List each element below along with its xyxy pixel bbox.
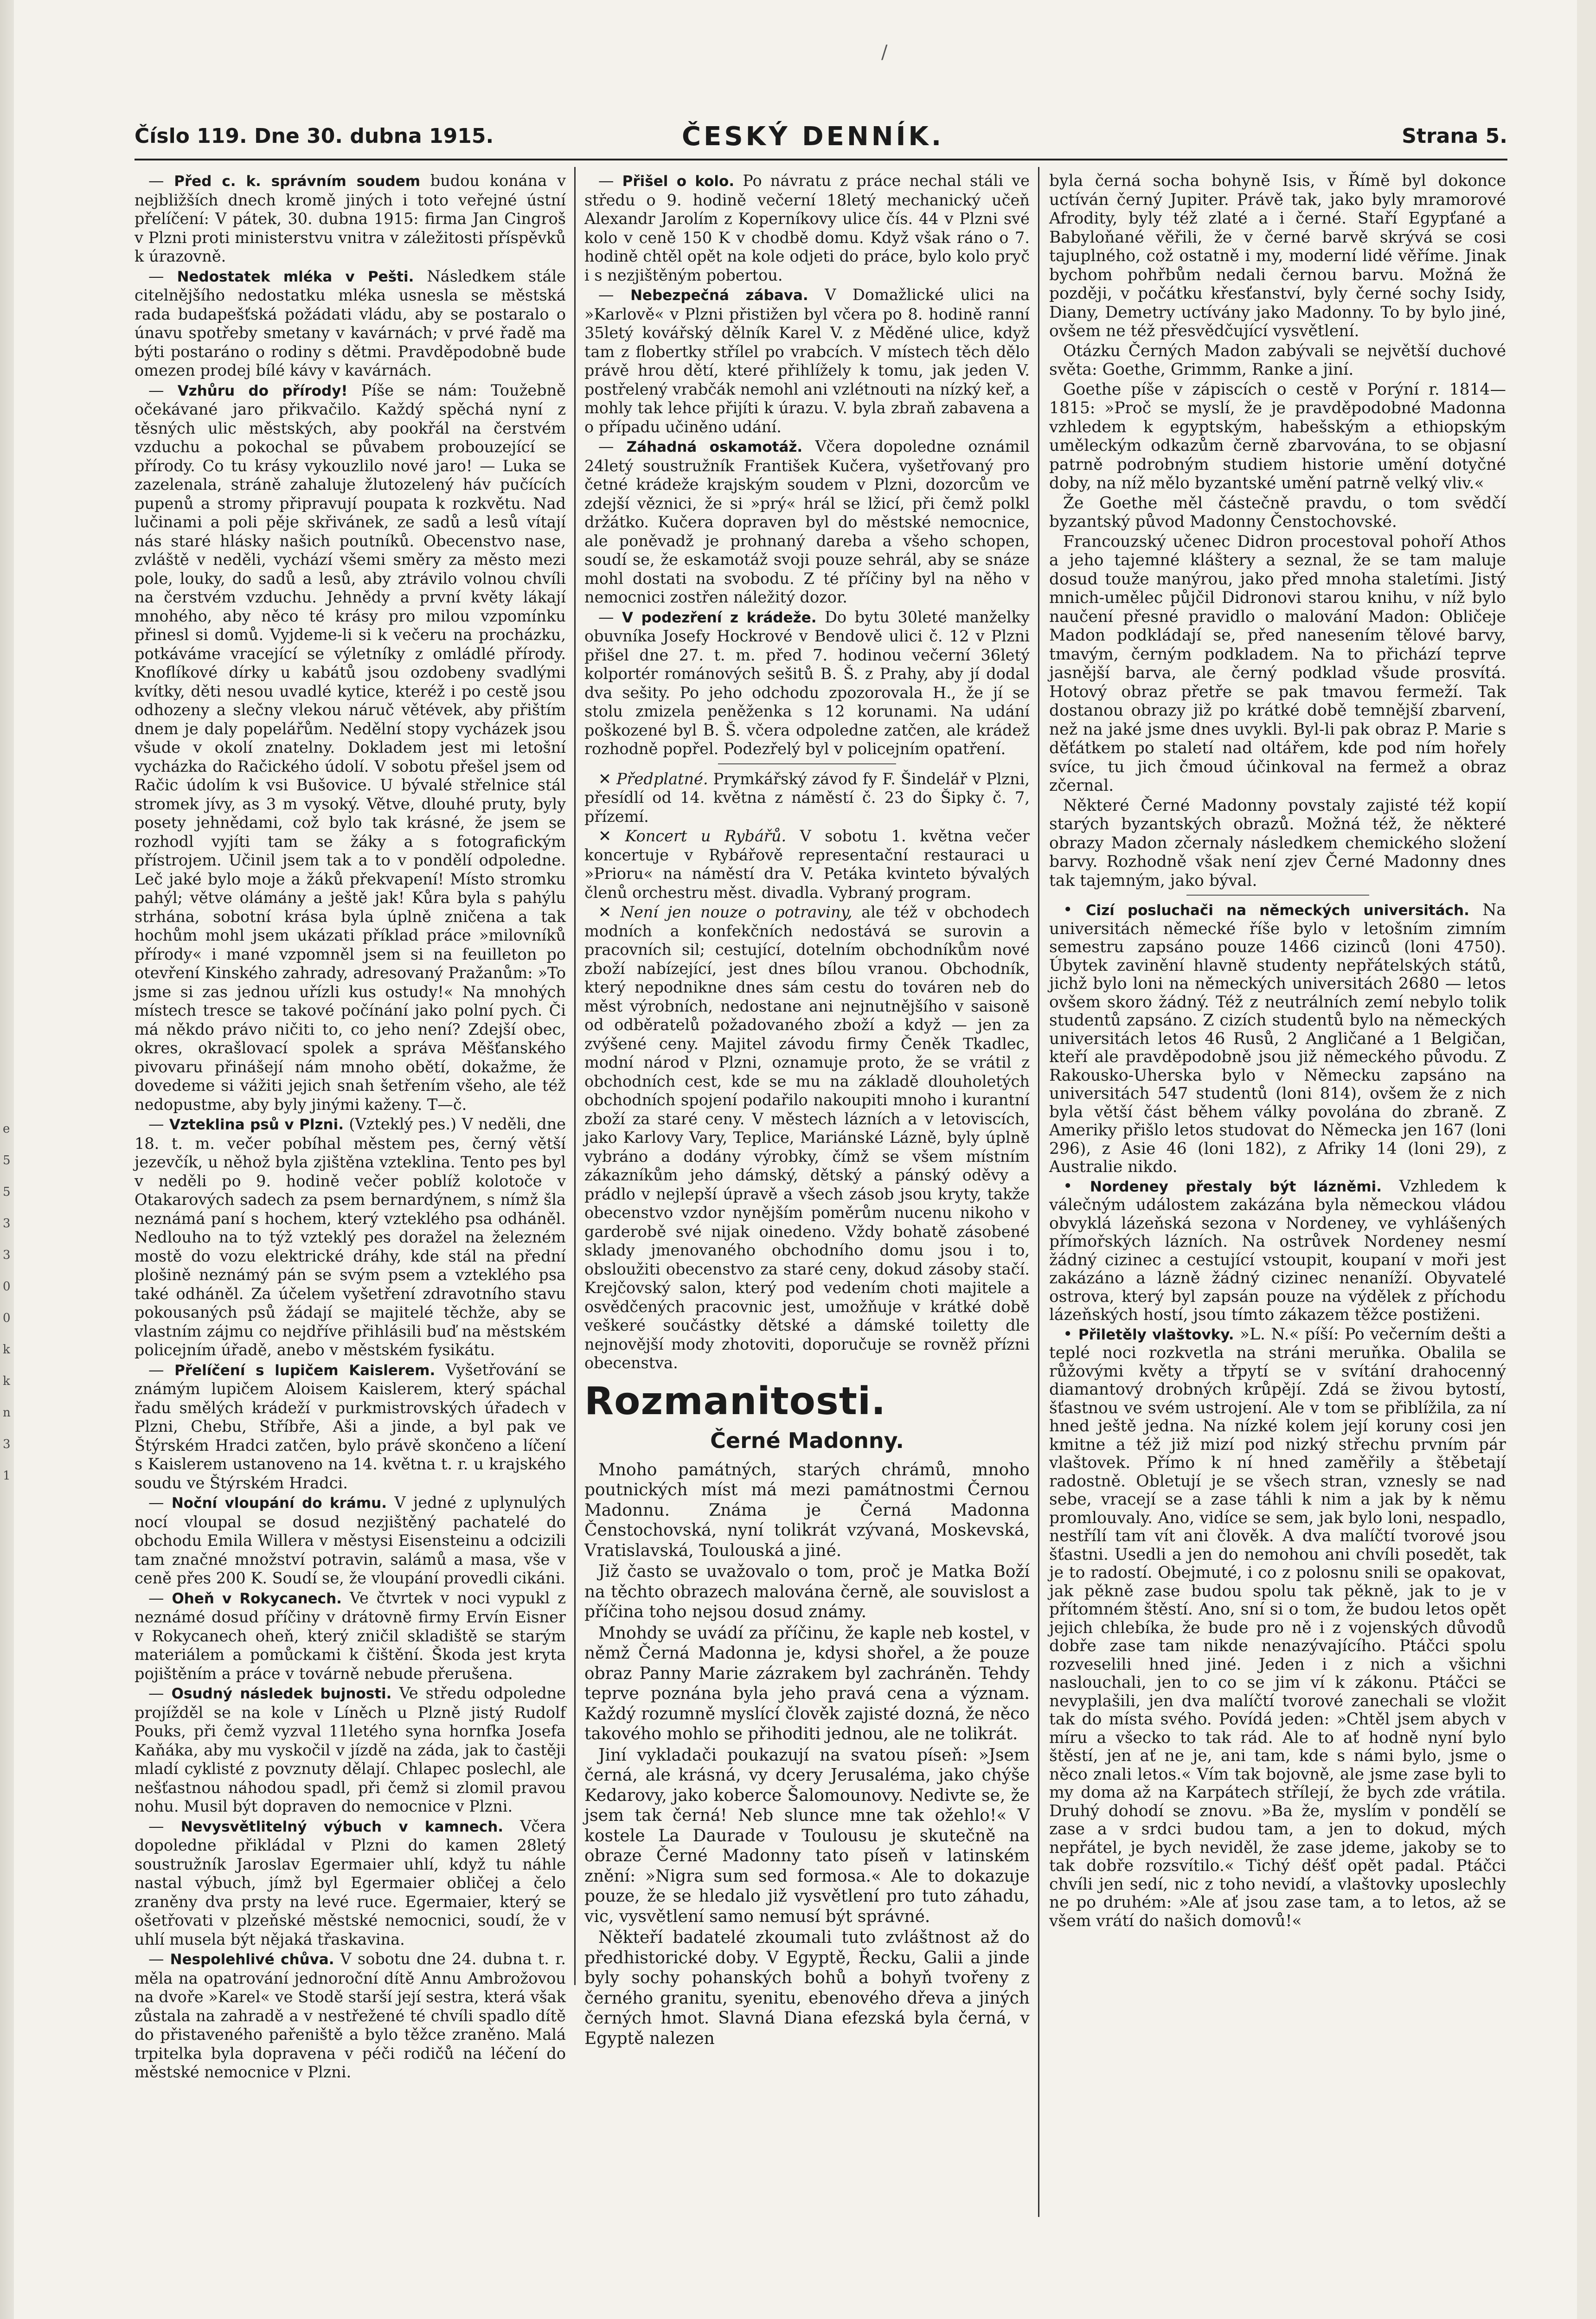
news-text: V sobotu dne 24. dubna t. r. měla na opatrování jednoroční dítě Annu Ambrožovou na dvoře »Karel« ve Stodě starší její sestra, která však zůstala na zahradě a v nestřežené té chvíli spadlo dítě do přistaveného pařeniště a bylo těžce zraněno. Malá trpitelka byla dopravena v péči rodičů na léčení do městské nemocnice v Plzni. xyxy=(135,1950,566,2081)
margin-fragment: 3 xyxy=(3,1248,11,1262)
pencil-mark: / xyxy=(881,42,888,63)
news-item: — Nespolehlivé chůva. V sobotu dne 24. dubna t. r. měla na opatrování jednoroční dítě Annu Ambrožovou na dvoře »Karel« ve Stodě starší její sestra, která však zůstala na zahradě a v nestřežené té chvíli spadlo dítě do přistaveného pařeniště a bylo těžce zraněno. Malá trpitelka byla dopravena v péči rodičů na léčení do městské nemocnice v Plzni. xyxy=(135,1950,566,2081)
news-text: »L. N.« píší: Po večerním dešti a teplé noci rozkvetla na stráni meruňka. Obalila se růžovými květy a třpytí se v svítání drahocenný diamantový drobných krůpějí. Zdá se živou bytostí, šťastnou ve svém ustrojení. Ale v tom se přiblížila, za ní hned ještě jedna. Na nízké kolem její koruny cosi jen kmitne a též již mizí pod nizký střechu prvním pár vlaštovek. Přímo k ní hned zaměřily a štěbetají radostně. Obletují je se všech stran, vznesly se nad sebe, vracejí se a zase táhli k nim a jak by k němu promlouvaly. Ano, vidíce se sem, jak bylo loni, nespadlo, nestřílí tam vít ani člověk. A dva malíčtí tvorové jsou šťastni. Usedli a jen do nemohou ani chvíli posedět, tak je to radostí. Obejmuté, i co z polosnu snili se opakovat, jak pěkně zase budou spolu tak pěkně, jak to je v přítomném štěstí. Ano, sní si o tom, že budou letos opět jejich chlebíka, že bude pro ně i z vojenských důvodů dobře zase tam nikde nenazývajícího. Ptáčci spolu rozveselili hned jiné. Jeden i z nich a všichni naslouchali, jen to co se jim ví k zákonu. Ptáčci se nevyplašili, jen dva malíčtí tvorové zanechali se vložit tak do místa svého. Povídá jeden: »Chtěl jsem abych v míru a všecko to tak rád. Ale to ať hodně nyní bylo štěstí, jen ať ne je, ani tam, kde s námi bylo, jsme o něco znali letos.« Vím tak bojovně, ale jsme zase byli to my doma až na Karpátech střílejí, že bych zde vrátila. Druhý dohodí se znovu. »Ba že, myslím v pondělí se zase a v srdci budou tam, a jen to dokud, mých nepřátel, je bych neviděl, že zase jdeme, jakoby se to tak dobře rozsvítilo.« Tichý déšť opět padal. Ptáčci chvíli jen sedí, nic z toho nevidí, a vlaštovky uposlechly ne po druhém: »Ale ať jsou zase tam, a to letos, až se všem vrátí do našich domovů!« xyxy=(1049,1325,1506,1930)
news-headline: Nevysvětlitelný výbuch v kamnech. xyxy=(180,1818,504,1835)
news-headline: Nordeney přestaly být lázněmi. xyxy=(1090,1178,1382,1195)
article-paragraph: Otázku Černých Madon zabývali se největší duchové světa: Goethe, Grimmm, Ranke a jiní. xyxy=(1049,341,1506,379)
news-item: — V podezření z krádeže. Do bytu 30leté manželky obuvníka Josefy Hockrové v Bendově ulici č. 12 v Plzni přišel dne 27. t. m. před 7. hodinou večerní 36letý kolportér románových sešitů B. Š. z Prahy, aby jí dodal dva sešity. Po jeho odchodu zpozorovala H., že jí se stolu zmizela peněženka s 12 korunami. Na udání poškozené byl B. Š. včera odpoledne zatčen, ale krádež rozhodně popřel. Podezřelý byl v policejním opatření. xyxy=(584,608,1030,758)
margin-fragment: 5 xyxy=(3,1185,11,1199)
margin-fragment: 0 xyxy=(3,1311,11,1325)
notice-headline: Koncert u Rybářů. xyxy=(625,827,787,845)
news-headline: Noční vloupání do krámu. xyxy=(171,1495,387,1512)
column-1 xyxy=(135,172,566,2083)
news-text: budou konána v nejbližších dnech kromě jiných i toto veřejné ústní přelíčení: V pátek, 30. dubna 1915: firma Jan Cingroš v Plzni proti ministerstvu vnitra v záležitosti příspěvků k úrazovně. xyxy=(135,172,566,265)
news-text: Po návratu z práce nechal stáli ve středu o 9. hodině večerní 18letý mechanický učeň Alexandr Jarolím z Koperníkovy ulice čís. 44 v Plzni své kolo v ceně 150 K v chodbě domu. Když však ráno o 7. hodině chtěl opět na kole odjeti do práce, bylo kolo pryč i s nezjištěným pobertou. xyxy=(584,172,1030,284)
news-text: Ve středu odpoledne projížděl se na kole v Líněch u Plzně jistý Rudolf Pouks, při čemž vyzval 11letého syna hornfka Josefa Kaňáka, aby mu vyskočil v jízdě na záda, jak to častěji mladí cyklisté z povznuty dělají. Chlapec poslechl, ale nešťastnou náhodou spadl, při čemž si zlomil pravou nohu. Musil být dopraven do nemocnice v Plzni. xyxy=(135,1684,566,1815)
separator xyxy=(718,763,896,764)
news-headline: Před c. k. správním soudem xyxy=(174,173,421,190)
article-title: Černé Madonny. xyxy=(710,1428,904,1453)
news-headline: Přiletěly vlaštovky. xyxy=(1078,1326,1234,1343)
news-headline: Nebezpečná zábava. xyxy=(630,287,808,304)
column-3 xyxy=(1049,172,1506,1931)
section-title: Rozmanitosti. xyxy=(584,1379,886,1423)
notice-headline: Předplatné. xyxy=(616,769,708,788)
news-text: Následkem stále citelnějšího nedostatku mléka usnesla se městská rada budapešťská požádati vládu, aby se postaralo o únavu spotřeby smetany v kavárnách; v prvé řadě ma býti postaráno o rodiny s dětmi. Pravděpodobně bude omezen prodej bílé kávy v kavárnách. xyxy=(135,267,566,379)
news-headline: Vzteklina psů v Plzni. xyxy=(169,1116,344,1133)
news-item: — Před c. k. správním soudem budou konána v nejbližších dnech kromě jiných i toto veřejné ústní přelíčení: V pátek, 30. dubna 1915: firma Jan Cingroš v Plzni proti ministerstvu vnitra v záležitosti příspěvků k úrazovně. xyxy=(135,172,566,265)
news-headline: Přelíčení s lupičem Kaislerem. xyxy=(174,1362,436,1379)
separator xyxy=(1186,895,1369,896)
left-margin-fragments xyxy=(3,1113,12,1492)
article-body-part-1 xyxy=(584,1460,1030,2049)
page-number: Strana 5. xyxy=(1402,124,1507,148)
column-divider-2 xyxy=(1038,167,1039,2217)
news-text: Píše se nám: Toužebně očekávané jaro přikvačilo. Každý spěchá nyní z těsných ulic městských, aby pookřál na čerstvém vzduchu a pokochal se půvabem probouzející se přírody. Co tu krásy vykouzlilo nové jaro! — Luka se zazelenala, stráně zahaluje žlutozelený háv pučících pupenů a stromy připravují poupata k rozkvětu. Nad lučinami a poli pěje skřivánek, ze sadů a lesů vítají nás staré hlásky našich poutníků. Obecenstvo nase, zvláště v neděli, vychází všemi směry za město mezi pole, louky, do sadů a lesů, aby ztrávilo volnou chvíli na čerstvém vzduchu. Jehnědy a první květy lákají mnohého, aby něco té krásy pro milou vzpomínku přinesl si domů. Vyjdeme-li si k večeru na procházku, potkáváme vracející se výletníky z omládlé přírody. Knoflíkové dírky u kabátů jsou ozdobeny svadlými kvítky, děti nesou uvadlé kytice, kteréž i po cestě jsou odhozeny a slečny vlekou náruč větévek, aby přištím dnem je daly popelářům. Nedělní stopy vycházek jsou všude v okolí znatelny. Dokladem jest mi letošní vycházka do Račického údolí. V sobotu přešel jsem od Račic údolím k vsi Bušovice. U bývalé střelnice stál stromek jívy, as 3 m vysoký. Větve, dlouhé pruty, byly posety jehnědami, což bylo tak krásné, že jsem se rozhodl vyjíti tam se žáky a s fotografickým přístrojem. Učinil jsem tak a to v pondělí odpoledne. Leč jaké bylo moje a žáků překvapení! Místo stromku pahýl; větve olámány a ještě jak! Kůra byla s pahýlu strhána, sobotní krása byla úplně zničena a tak hochům mohl jsem ukázati příklad práce »milovníků přírody« i mané vzpomněl jsem si na feuilleton po otevření Kinského zahrady, adresovaný Pražanům: »To jsme si zas jednou uřízli kus ostudy!« Na mnohých místech tresce se takové počínání jako polní pych. Či má někdo právo ničiti to, co jeho není? Zdejší obec, okres, okrašlovací spolek a správa Měšťanského pivovaru přinášejí nám mnoho obětí, dokažme, že dovedeme si vážiti jejich snah šetřením všeho, ale též nedopustme, aby byly jinými kaženy. T—č. xyxy=(135,381,566,1114)
margin-fragment: 5 xyxy=(3,1153,11,1167)
news-item: — Záhadná oskamotáž. Včera dopoledne oznámil 24letý soustružník František Kučera, vyšetřovaný pro četné krádeže krajským soudem v Plzni, dozorcům ve zdejší věznici, že si »prý« hrál se lžicí, při čemž polkl držátko. Kučera dopraven byl do městské nemocnice, ale poněvadž je prohnaný dareba a všeho schopen, soudí se, že eskamotáž svoji pouze sehrál, aby se snáze mohl dostati na svobodu. Z té příčiny byl na něho v nemocnici zostřen náležitý dozor. xyxy=(584,437,1030,606)
news-text: (Vzteklý pes.) V neděli, dne 18. t. m. večer pobíhal městem pes, černý větší jezevčík, u něhož byla zjištěna vzteklina. Tento pes byl v neděli po 9. hodině večer poblíž kolotoče v Otakarových sadech za psem bernardýnem, s nímž šla neznámá paní s hochem, který vzteklého psa odháněl. Nedlouho na to týž vzteklý pes doražel na železném mostě do vozu elektrické dráhy, kde stál na přední plošině neznámý pán se svým psem a vzteklého psa také odháněl. Za účelem vyšetření zdravotního stavu pokousaných psů žádají se majitelé těchže, aby se vlastním zájmu co nejdříve přihlásili buď na městském policejním úřadě, anebo v městském fysikátu. xyxy=(135,1115,566,1359)
news-item: • Cizí posluchači na německých universitách. Na universitách německé říše bylo v letošním zimním semestru zapsáno pouze 1466 cizinců (loni 4750). Úbytek zavinění hlavně studenty nepřátelských států, jichž bylo loni na německých universitách 2680 — letos ovšem skoro žádný. Též z neutrálních zemí nebylo tolik studentů zapsáno. Z cizích studentů bylo na německých universitách letos 46 Rusů, 2 Angličané a 1 Belgičan, kteří ale pravděpodobně jsou již německého původu. Z Rakousko-Uherska bylo v Německu zapsáno na universitách 547 studentů (loni 814), ovšem že z nich byla větší část během války povolána do zbraně. Z Ameriky přišlo letos studovat do Německa jen 167 (loni 296), z Asie 46 (loni 182), z Afriky 14 (loni 29), z Australie nikdo. xyxy=(1049,901,1506,1176)
margin-fragment: k xyxy=(3,1374,10,1388)
notice-item: ✕ Předplatné. Prymkářský závod fy F. Šindelář v Plzni, přesídlí od 14. května z náměstí č. 23 do Šipky č. 7, přízemí. xyxy=(584,769,1030,826)
article-paragraph: Někteří badatelé zkoumali tuto zvláštnost až do předhistorické doby. V Egyptě, Řecku, Galii a jinde byly sochy pohanských bohů a bohyň tvořeny z černého granitu, syenitu, ebenového dřeva a jiných černých hmot. Slavná Diana efezská byla černá, v Egyptě nalezen xyxy=(584,1928,1030,2048)
news-item: — Přelíčení s lupičem Kaislerem. Vyšetřování se známým lupičem Aloisem Kaislerem, který spáchal řadu smělých krádeží v purkmistrovských úřadech v Plzni, Chebu, Stříbře, Aši a jinde, a byl pak ve Štýrském Hradci zatčen, bylo právě skončeno a líčení s Kaislerem ustanoveno na 14. května t. r. u krajského soudu ve Štýrském Hradci. xyxy=(135,1360,566,1492)
article-paragraph: Goethe píše v zápiscích o cestě v Porýní r. 1814—1815: »Proč se myslí, že je pravděpodobné Madonna vzhledem k egyptským, habešským a ethiopským uměleckým odkazům černě zbarvována, to se objasní patrně podrobným studiem historie umění dotyčné doby, na níž mělo byzantské umění patrně velký vliv.« xyxy=(1049,380,1506,493)
news-text: V jedné z uplynulých nocí vloupal se dosud nezjištěný pachatelé do obchodu Emila Willera v městysi Eisensteinu a odcizili tam značné množství potravin, salámů a masa, vše v ceně přes 200 K. Soudí se, že vloupání provedli cikáni. xyxy=(135,1493,566,1587)
news-headline: V podezření z krádeže. xyxy=(622,609,817,626)
news-headline: Vzhůru do přírody! xyxy=(177,382,348,399)
news-item: — Nedostatek mléka v Pešti. Následkem stále citelnějšího nedostatku mléka usnesla se městská rada budapešťská požádati vládu, aby se postaralo o únavu spotřeby smetany v kavárnách; v prvé řadě ma býti postaráno o rodiny s dětmi. Pravděpodobně bude omezen prodej bílé kávy v kavárnách. xyxy=(135,267,566,379)
article-paragraph: Některé Černé Madonny povstaly zajisté též kopií starých byzantských obrazů. Možná též, že některé obrazy Madon zčernaly následkem chemického složení barvy. Rozhodně však není zjev Černé Madonny dnes tak tajemným, jako býval. xyxy=(1049,796,1506,890)
news-text: Do bytu 30leté manželky obuvníka Josefy Hockrové v Bendově ulici č. 12 v Plzni přišel dne 27. t. m. před 7. hodinou večerní 36letý kolportér románových sešitů B. Š. z Prahy, aby jí dodal dva sešity. Po jeho odchodu zpozorovala H., že jí se stolu zmizela peněženka s 12 korunami. Na udání poškozené byl B. Š. včera odpoledne zatčen, ale krádež rozhodně popřel. Podezřelý byl v policejním opatření. xyxy=(584,608,1030,758)
margin-fragment: 0 xyxy=(3,1280,11,1294)
news-item: — Vzteklina psů v Plzni. (Vzteklý pes.) V neděli, dne 18. t. m. večer pobíhal městem pes, černý větší jezevčík, u něhož byla zjištěna vzteklina. Tento pes byl v neděli po 9. hodině večer poblíž kolotoče v Otakarových sadech za psem bernardýnem, s nímž šla neznámá paní s hochem, který vzteklého psa odháněl. Nedlouho na to týž vzteklý pes doražel na železném mostě do vozu elektrické dráhy, kde stál na přední plošině neznámý pán se svým psem a vzteklého psa také odháněl. Za účelem vyšetření zdravotního stavu pokousaných psů žádají se majitelé těchže, aby se vlastním zájmu co nejdříve přihlásili buď na městském policejním úřadě, anebo v městském fysikátu. xyxy=(135,1115,566,1359)
news-text: Na universitách německé říše bylo v letošním zimním semestru zapsáno pouze 1466 cizinců (loni 4750). Úbytek zavinění hlavně studenty nepřátelských států, jichž bylo loni na německých universitách 2680 — letos ovšem skoro žádný. Též z neutrálních zemí nebylo tolik studentů zapsáno. Z cizích studentů bylo na německých universitách letos 46 Rusů, 2 Angličané a 1 Belgičan, kteří ale pravděpodobně jsou již německého původu. Z Rakousko-Uherska bylo v Německu zapsáno na universitách 547 studentů (loni 814), ovšem že z nich byla větší část během války povolána do zbraně. Z Ameriky přišlo letos studovat do Německa jen 167 (loni 296), z Asie 46 (loni 182), z Afriky 14 (loni 29), z Australie nikdo. xyxy=(1049,901,1506,1176)
news-item: — Oheň v Rokycanech. Ve čtvrtek v noci vypukl z neznámé dosud příčiny v drátovně firmy Ervín Eisner v Rokycanech oheň, který zničil skladiště se starým materiálem a pomůckami k čištění. Škoda jest kryta pojištěním a práce v továrně nebude přerušena. xyxy=(135,1589,566,1683)
column-divider-1 xyxy=(574,167,576,1985)
news-item: • Nordeney přestaly být lázněmi. Vzhledem k válečným událostem zakázána byla německou vládou obvyklá lázeňská sezona v Nordeney, ve vyhlášených přímořských lázních. Na ostrůvek Nordeney nesmí žádný cizinec a cestující vstoupit, koupaní v moři jest zakázáno a lázně žádný cizinec nenaníží. Obyvatelé ostrova, který byl zapsán pouze na výdělek z příchodu lázeňských hostí, jsou tímto zákazem těžce postiženi. xyxy=(1049,1177,1506,1324)
notice-text: Prymkářský závod fy F. Šindelář v Plzni, přesídlí od 14. května z náměstí č. 23 do Šipky č. 7, přízemí. xyxy=(584,769,1030,826)
article-paragraph: Francouzský učenec Didron procestoval pohoří Athos a jeho tajemné kláštery a seznal, že se tam maluje dosud touže manýrou, jako před mnoha staletími. Jistý mnich-umělec půjčil Didronovi starou knihu, v níž bylo naučení přesné pravidlo o malování Madon: Obličeje Madon podkládají se, před nanesením tělové barvy, tmavým, černým podkladem. Na to přichází teprve jasnější barva, ale černý podklad všude prosvítá. Hotový obraz přetře se pak tmavou fermeží. Tak dostanou obrazy již po krátké době temnější zbarvení, než na jaké jsme dnes uvykli. Byl-li pak obraz P. Marie s děťátkem po staletí nad oltářem, kde pod ním hořely svíce, tu jich čmoud účinkoval na fermež a obraz zčernal. xyxy=(1049,532,1506,795)
notice-text: ale též v obchodech modních a konfekčních nedostává se surovin a pracovních sil; cestující, dotelním obchodníkům nové zboží nabízející, jest dnes bílou vranou. Obchodník, který nepodnikne dnes sám cestu do továren neb do měst výrobních, nedostane ani nejnutnějšího v saisoně od odběratelů požadovaného zboží a když — jen za zvýšené ceny. Majitel závodu firmy Čeněk Tkadlec, modní národ v Plzni, oznamuje proto, že se vrátil z obchodních cest, kde se mu na základě dlouholetých obchodních spojení podařilo nakoupiti mnoho i kurantní zboží za staré ceny. V městech lázních a v letoviscích, jako Karlovy Vary, Teplice, Mariánské Lázně, byly úplně vybráno a dodány výrobky, čímž se všem místním zákazníkům jeho dámský, dětský a pánský oděvy a prádlo v nejlepší úpravě a všech zásob jsou kryty, takže obecenstvo vzdor nynějším poměrům nucenu nikoho v garderobě své nijak oinedeno. Vždy bohatě zásobené sklady jmenovaného obchodního domu jsou i to, obsloužiti obecenstvo za staré ceny, dokud zásoby stačí. Krejčovský salon, který pod vedením choti majitele a osvědčených pracovnic jest, umožňuje v krátké době veškeré součástky dětské a dámské toiletty dle nejnovější mody zhotoviti, doporučuje se rovněž přízni obecenstva. xyxy=(584,903,1030,1372)
margin-fragment: e xyxy=(3,1122,10,1136)
news-headline: Nedostatek mléka v Pešti. xyxy=(177,268,414,285)
margin-fragment: 1 xyxy=(3,1469,11,1483)
page-header xyxy=(135,124,1507,161)
news-item: — Noční vloupání do krámu. V jedné z uplynulých nocí vloupal se dosud nezjištěný pachatelé do obchodu Emila Willera v městysi Eisensteinu a odcizili tam značné množství potravin, salámů a masa, vše v ceně přes 200 K. Soudí se, že vloupání provedli cikáni. xyxy=(135,1493,566,1587)
notice-text: V sobotu 1. května večer koncertuje v Rybářově representační restauraci u »Prioru« na náměstí dra V. Petáka kvinteto bývalých členů orchestru měst. divadla. Vybraný program. xyxy=(584,827,1030,902)
header-rule xyxy=(135,159,1507,160)
notice-headline: Není jen nouze o potraviny, xyxy=(620,903,852,921)
news-headline: Osudný následek bujnosti. xyxy=(171,1685,392,1702)
news-item: — Osudný následek bujnosti. Ve středu odpoledne projížděl se na kole v Líněch u Plzně jistý Rudolf Pouks, při čemž vyzval 11letého syna hornfka Josefa Kaňáka, aby mu vyskočil v jízdě na záda, jak to častěji mladí cyklisté z povznuty dělají. Chlapec poslechl, ale nešťastnou náhodou spadl, při čemž si zlomil pravou nohu. Musil být dopraven do nemocnice v Plzni. xyxy=(135,1684,566,1815)
news-text: V Domažlické ulici na »Karlově« v Plzni přistižen byl včera po 8. hodině ranní 35letý kovářský dělník Karel V. z Měděné ulice, když tam z flobertky střílel po vrabcích. V místech těch dělo právě hrou dětí, které přihlížely k tomu, jak jeden V. postřelený vrabčák nemohl ani vzlétnouti na nízký keř, a mohly tak lehce přijíti k úrazu. V. byla zbraň zabavena a o případu učiněno udání. xyxy=(584,286,1030,436)
news-item: • Přiletěly vlaštovky. »L. N.« píší: Po večerním dešti a teplé noci rozkvetla na stráni meruňka. Obalila se růžovými květy a třpytí se v svítání drahocenný diamantový drobných krůpějí. Zdá se živou bytostí, šťastnou ve svém ustrojení. Ale v tom se přiblížila, za ní hned ještě jedna. Na nízké kolem její koruny cosi jen kmitne a též již mizí pod nizký střechu prvním pár vlaštovek. Přímo k ní hned zaměřily a štěbetají radostně. Obletují je se všech stran, vznesly se nad sebe, vracejí se a zase táhli k nim a jak by k němu promlouvaly. Ano, vidíce se sem, jak bylo loni, nespadlo, nestřílí tam vít ani člověk. A dva malíčtí tvorové jsou šťastni. Usedli a jen do nemohou ani chvíli posedět, tak je to radostí. Obejmuté, i co z polosnu snili se opakovat, jak pěkně zase budou spolu tak pěkně, jak to je v přítomném štěstí. Ano, sní si o tom, že budou letos opět jejich chlebíka, že bude pro ně i z vojenských důvodů dobře zase tam nikde nenazývajícího. Ptáčci spolu rozveselili hned jiné. Jeden i z nich a všichni naslouchali, jen to co se jim ví k zákonu. Ptáčci se nevyplašili, jen dva malíčtí tvorové zanechali se vložit tak do místa svého. Povídá jeden: »Chtěl jsem abych v míru a všecko to tak rád. Ale to ať hodně nyní bylo štěstí, jen ať ne je, ani tam, kde s námi bylo, jsme o něco znali letos.« Vím tak bojovně, ale jsme zase byli to my doma až na Karpátech střílejí, že bych zde vrátila. Druhý dohodí se znovu. »Ba že, myslím v pondělí se zase a v srdci budou tam, a jen to dokud, mých nepřátel, je bych neviděl, že zase jdeme, jakoby se to tak dobře rozsvítilo.« Tichý déšť opět padal. Ptáčci chvíli jen sedí, nic z toho nevidí, a vlaštovky uposlechly ne po druhém: »Ale ať jsou zase tam, a to letos, až se všem vrátí do našich domovů!« xyxy=(1049,1325,1506,1930)
article-paragraph: Mnoho památných, starých chrámů, mnoho poutnických míst má mezi památnostmi Černou Madonnu. Známa je Černá Madonna Čenstochovská, nyní tolikrát vzývaná, Moskevská, Vratislavská, Toulouská a jiné. xyxy=(584,1460,1030,1560)
news-text: Včera dopoledne přikládal v Plzni do kamen 28letý soustružník Jaroslav Egermaier uhlí, když tu náhle nastal výbuch, jímž byl Egermaier obličej a čelo zraněny dva prsty na levé ruce. Egermaier, který se ošetřovati v plzeňské městské nemocnici, soudí, že v uhlí musela být nějaká třaskavina. xyxy=(135,1817,566,1948)
news-item: — Nebezpečná zábava. V Domažlické ulici na »Karlově« v Plzni přistižen byl včera po 8. hodině ranní 35letý kovářský dělník Karel V. z Měděné ulice, když tam z flobertky střílel po vrabcích. V místech těch dělo právě hrou dětí, které přihlížely k tomu, jak jeden V. postřelený vrabčák nemohl ani vzlétnouti na nízký keř, a mohly tak lehce přijíti k úrazu. V. byla zbraň zabavena a o případu učiněno udání. xyxy=(584,286,1030,436)
news-headline: Přišel o kolo. xyxy=(622,173,735,190)
news-headline: Záhadná oskamotáž. xyxy=(626,439,803,455)
margin-fragment: 3 xyxy=(3,1217,11,1230)
news-text: Včera dopoledne oznámil 24letý soustružník František Kučera, vyšetřovaný pro četné krádeže krajským soudem v Plzni, dozorcům ve zdejší věznici, že si »prý« hrál se lžicí, při čemž polkl držátko. Kučera dopraven byl do městské nemocnice, ale poněvadž je prohnaný dareba a všeho schopen, soudí se, že eskamotáž svoji pouze sehrál, aby se snáze mohl dostati na svobodu. Z té příčiny byl na něho v nemocnici zostřen náležitý dozor. xyxy=(584,437,1030,606)
article-paragraph: Že Goethe měl částečně pravdu, o tom svědčí byzantský původ Madonny Čenstochovské. xyxy=(1049,493,1506,531)
news-text: Vzhledem k válečným událostem zakázána byla německou vládou obvyklá lázeňská sezona v Nordeney, ve vyhlášených přímořských lázních. Na ostrůvek Nordeney nesmí žádný cizinec a cestující vstoupit, koupaní v moři jest zakázáno a lázně žádný cizinec nenaníží. Obyvatelé ostrova, který byl zapsán pouze na výdělek z příchodu lázeňských hostí, jsou tímto zákazem těžce postiženi. xyxy=(1049,1177,1506,1324)
notice-item: ✕ Není jen nouze o potraviny, ale též v obchodech modních a konfekčních nedostává se surovin a pracovních sil; cestující, dotelním obchodníkům nové zboží nabízející, jest dnes bílou vranou. Obchodník, který nepodnikne dnes sám cestu do továren neb do měst výrobních, nedostane ani nejnutnějšího v saisoně od odběratelů požadovaného zboží a když — jen za zvýšené ceny. Majitel závodu firmy Čeněk Tkadlec, modní národ v Plzni, oznamuje proto, že se vrátil z obchodních cest, kde se mu na základě dlouholetých obchodních spojení podařilo nakoupiti mnoho i kurantní zboží za staré ceny. V městech lázních a v letoviscích, jako Karlovy Vary, Teplice, Mariánské Lázně, byly úplně vybráno a dodány výrobky, čímž se všem místním zákazníkům jeho dámský, dětský a pánský oděvy a prádlo v nejlepší úpravě a všech zásob jsou kryty, takže obecenstvo vzdor nynějším poměrům nucenu nikoho v garderobě své nijak oinedeno. Vždy bohatě zásobené sklady jmenovaného obchodního domu jsou i to, obsloužiti obecenstvo za staré ceny, dokud zásoby stačí. Krejčovský salon, který pod vedením choti majitele a osvědčených pracovnic jest, umožňuje v krátké době veškeré součástky dětské a dámské toiletty dle nejnovější mody zhotoviti, doporučuje se rovněž přízni obecenstva. xyxy=(584,903,1030,1372)
notice-item: ✕ Koncert u Rybářů. V sobotu 1. května večer koncertuje v Rybářově representační restauraci u »Prioru« na náměstí dra V. Petáka kvinteto bývalých členů orchestru měst. divadla. Vybraný program. xyxy=(584,827,1030,902)
margin-fragment: 3 xyxy=(3,1437,11,1451)
news-block xyxy=(1049,901,1506,1930)
news-text: Vyšetřování se známým lupičem Aloisem Kaislerem, který spáchal řadu smělých krádeží v purkmistrovských úřadech v Plzni, Chebu, Stříbře, Aši a jinde, a byl pak ve Štýrském Hradci zatčen, bylo právě skončeno a líčení s Kaislerem ustanoveno na 14. května t. r. u krajského soudu ve Štýrském Hradci. xyxy=(135,1360,566,1492)
column-2 xyxy=(584,172,1030,2050)
article-paragraph: Jiní vykladači poukazují na svatou píseň: »Jsem černá, ale krásná, vy dcery Jerusaléma, jako chýše Kedarovy, jako koberce Šalomounovy. Nedivte se, že jsem tak černá! Neb slunce mne tak ožehlo!« V kostele La Daurade v Toulousu je skutečně na obraze Černé Madonny tato píseň v latinském znění: »Nigra sum sed formosa.« Ale to dokazuje pouze, že se hledalo již vysvětlení pro tuto záhadu, vic, vysvětlení samo nemusí být správné. xyxy=(584,1745,1030,1926)
news-headline: Nespolehlivé chůva. xyxy=(170,1951,334,1968)
news-item: — Vzhůru do přírody! Píše se nám: Toužebně očekávané jaro přikvačilo. Každý spěchá nyní z těsných ulic městských, aby pookřál na čerstvém vzduchu a pokochal se půvabem probouzející se přírody. Co tu krásy vykouzlilo nové jaro! — Luka se zazelenala, stráně zahaluje žlutozelený háv pučících pupenů a stromy připravují poupata k rozkvětu. Nad lučinami a poli pěje skřivánek, ze sadů a lesů vítají nás staré hlásky našich poutníků. Obecenstvo nase, zvláště v neděli, vychází všemi směry za město mezi pole, louky, do sadů a lesů, aby ztrávilo volnou chvíli na čerstvém vzduchu. Jehnědy a první květy lákají mnohého, aby něco té krásy pro milou vzpomínku přinesl si domů. Vyjdeme-li si k večeru na procházku, potkáváme vracející se výletníky z omládlé přírody. Knoflíkové dírky u kabátů jsou ozdobeny svadlými kvítky, děti nesou uvadlé kytice, kteréž i po cestě jsou odhozeny a slečny vlekou náruč větévek, aby přištím dnem je daly popelářům. Nedělní stopy vycházek jsou všude v okolí znatelny. Dokladem jest mi letošní vycházka do Račického údolí. V sobotu přešel jsem od Račic údolím k vsi Bušovice. U bývalé střelnice stál stromek jívy, as 3 m vysoký. Větve, dlouhé pruty, byly posety jehnědami, což bylo tak krásné, že jsem se rozhodl vyjíti tam se žáky a s fotografickým přístrojem. Učinil jsem tak a to v pondělí odpoledne. Leč jaké bylo moje a žáků překvapení! Místo stromku pahýl; větve olámány a ještě jak! Kůra byla s pahýlu strhána, sobotní krása byla úplně zničena a tak hochům mohl jsem ukázati příklad práce »milovníků přírody« i mané vzpomněl jsem si na feuilleton po otevření Kinského zahrady, adresovaný Pražanům: »To jsme si zas jednou uřízli kus ostudy!« Na mnohých místech tresce se takové počínání jako polní pych. Či má někdo právo ničiti to, co jeho není? Zdejší obec, okres, okrašlovací spolek a správa Měšťanského pivovaru přinášejí nám mnoho obětí, dokažme, že dovedeme si vážiti jejich snah šetřením všeho, ale též nedopustme, aby byly jinými kaženy. T—č. xyxy=(135,381,566,1114)
article-paragraph: byla černá socha bohyně Isis, v Římě byl dokonce uctíván černý Jupiter. Právě tak, jako byly mramorové Afrodity, byly též zlaté a i černé. Staří Egypťané a Babyloňané věřili, že v černé barvě skrývá se cosi tajuplného, což ostatně i my, moderní lidé věříme. Jinak bychom pohřbům nedali černou barvu. Možná že později, v počátku křesťanství, byly černé sochy Isidy, Diany, Demetry uctívány jako Madonny. To by bylo jiné, ovšem ne též přesvědčující vysvětlení. xyxy=(1049,172,1506,340)
news-headline: Cizí posluchači na německých universitách. xyxy=(1085,902,1469,919)
margin-fragment: k xyxy=(3,1343,10,1357)
news-item: — Nevysvětlitelný výbuch v kamnech. Včera dopoledne přikládal v Plzni do kamen 28letý soustružník Jaroslav Egermaier uhlí, když tu náhle nastal výbuch, jímž byl Egermaier obličej a čelo zraněny dva prsty na levé ruce. Egermaier, který se ošetřovati v plzeňské městské nemocnici, soudí, že v uhlí musela být nějaká třaskavina. xyxy=(135,1817,566,1948)
news-item: — Přišel o kolo. Po návratu z práce nechal stáli ve středu o 9. hodině večerní 18letý mechanický učeň Alexandr Jarolím z Koperníkovy ulice čís. 44 v Plzni své kolo v ceně 150 K v chodbě domu. Když však ráno o 7. hodině chtěl opět na kole odjeti do práce, bylo kolo pryč i s nezjištěným pobertou. xyxy=(584,172,1030,284)
article-paragraph: Mnohdy se uvádí za příčinu, že kaple neb kostel, v němž Černá Madonna je, kdysi shořel, a že pouze obraz Panny Marie zázrakem byl zachráněn. Tehdy teprve poznána byla jeho pravá cena a význam. Každý rozumně myslící člověk zajisté dozná, že něco takového mohlo se přihoditi jednou, ale ne tolikrát. xyxy=(584,1623,1030,1743)
article-paragraph: Již často se uvažovalo o tom, proč je Matka Boží na těchto obrazech malována černě, ale souvislost a příčina toho nejsou dosud známy. xyxy=(584,1562,1030,1621)
issue-number-date: Číslo 119. Dne 30. dubna 1915. xyxy=(135,124,494,148)
news-text: Ve čtvrtek v noci vypukl z neznámé dosud příčiny v drátovně firmy Ervín Eisner v Rokycanech oheň, který zničil skladiště se starým materiálem a pomůckami k čištění. Škoda jest kryta pojištěním a práce v továrně nebude přerušena. xyxy=(135,1589,566,1683)
margin-fragment: n xyxy=(3,1406,11,1420)
newspaper-title: ČESKÝ DENNÍK. xyxy=(682,122,944,152)
news-headline: Oheň v Rokycanech. xyxy=(172,1590,342,1607)
